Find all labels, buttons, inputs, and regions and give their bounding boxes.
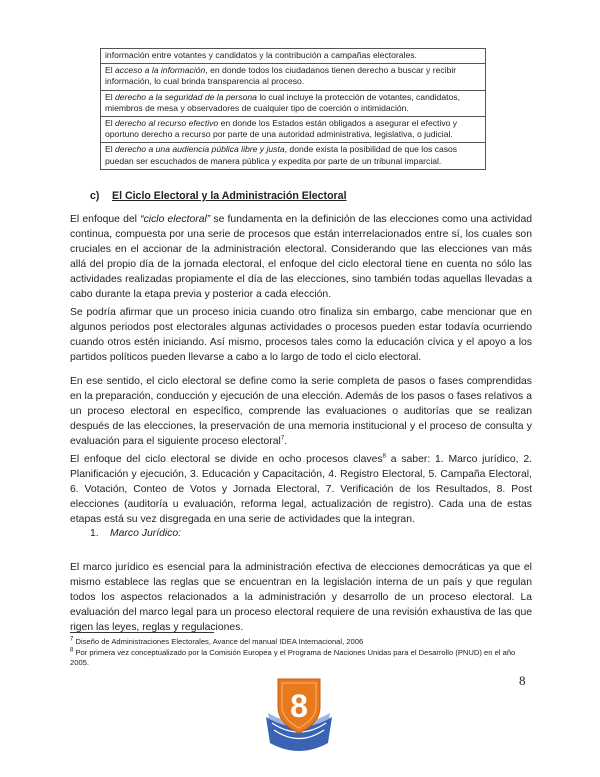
logo-digit: 8: [290, 688, 308, 724]
institution-logo: [262, 673, 336, 757]
footnote-ref-7[interactable]: 7: [280, 435, 285, 442]
footnote-8: $^8$ Por primera vez conceptualizado por la Comisión Europea y el Programa de Naciones Unidas para el Desarrollo (PNUD) en el año 2005.: [70, 647, 516, 668]
paragraph-ocho-procesos: El enfoque del ciclo electoral se divide en ocho procesos claves$^8$ a saber: 1. Marco jurídico, 2. Planificación y ejecución, 3. Educación y Capacitación, 4. Registro Electoral, 5. Campaña Electoral, 6. Votación, Conteo de Votos y Jornada Electoral, 7. Verificación de los Resultados, 8. Post elecciones (auditoría u evaluación, reforma legal, actualización de registro). Cada una de estas etapas está su vez disgregada en una serie de actividades que la integran.: [70, 453, 533, 525]
footnote-divider: [70, 632, 214, 633]
paragraph-definicion: En ese sentido, el ciclo electoral se define como la serie completa de pasos o fases comprendidas en la preparación, conducción y ejecución de una elección. Además de los pasos o fases relativos a un proceso electoral en específico, comprende las evaluaciones o auditorías que se realizan después de las elecciones, la preservación de una memoria institucional y el proceso de consulta y evaluación para el siguiente proceso electoral$^7$.: [70, 376, 532, 447]
footnote-ref-8[interactable]: 8: [382, 453, 386, 460]
electoral-rights-table: [100, 48, 486, 170]
section-label: c): [90, 190, 100, 202]
subsection-number: 1.: [90, 528, 99, 539]
table-row: El acceso a la información, en donde todos los ciudadanos tienen derecho a buscar y recibir información, lo cual brinda transparencia al proceso.: [101, 64, 486, 90]
paragraph-procesos: Se podría afirmar que un proceso inicia cuando otro finaliza sin embargo, cabe mencionar que en algunos periodos post electorales algunas actividades o procesos pueden estar todavía ocurriendo cuando otros estén iniciando. Así mismo, procesos tales como la educación cívica y el apoyo a los partidos políticos pueden llevarse a cabo a lo largo de todo el ciclo electoral.: [70, 307, 532, 363]
table-row: información entre votantes y candidatos y la contribución a campañas electorales.: [101, 49, 486, 64]
paragraph-marco-juridico: El marco jurídico es esencial para la administración efectiva de elecciones democráticas ya que el mismo establece las reglas que se encuentran en la legislación interna de un país y que regulan todos los aspectos relacionados a la administración y desarrollo de un proceso electoral. La evaluación del marco legal para un proceso electoral requiere de una revisión exhaustiva de las que rigen las leyes, reglas y regulaciones.: [70, 562, 532, 633]
page-number: 8: [519, 673, 526, 688]
table-row: El derecho al recurso efectivo en donde los Estados están obligados a asegurar el efectivo y oportuno derecho a recurso por parte de una autoridad administrativa, legislativa, o judicial.: [101, 117, 486, 143]
footnote-7: $^7$ Diseño de Administraciones Electorales, Avance del manual IDEA Internacional, 2006: [70, 636, 364, 646]
subsection-heading: [90, 528, 181, 539]
section-heading: [90, 190, 347, 202]
table-row: El derecho a una audiencia pública libre y justa, donde exista la posibilidad de que los casos puedan ser escuchados de manera pública y expedita por parte de un tribunal imparcial.: [101, 143, 486, 169]
subsection-title: Marco Jurídico:: [110, 528, 182, 539]
table-row: El derecho a la seguridad de la persona lo cual incluye la protección de votantes, candidatos, miembros de mesa y observadores de cualquier tipo de coerción o intimidación.: [101, 90, 486, 116]
paragraph-ciclo-electoral: El enfoque del “ciclo electoral” se fundamenta en la definición de las elecciones como una actividad continua, compuesta por una serie de procesos que están interrelacionados entre sí, los cuales son cruciales en el accionar de la administración electoral. Considerando que las elecciones van más allá del propio día de la jornada electoral, el enfoque del ciclo electoral tiene en cuenta no sólo las actividades realizadas propiamente el día de las elecciones, sino también todas aquellas llevadas a cabo durante la etapa previa y posterior a cada elección.: [70, 214, 533, 300]
section-title: El Ciclo Electoral y la Administración Electoral: [112, 190, 347, 202]
